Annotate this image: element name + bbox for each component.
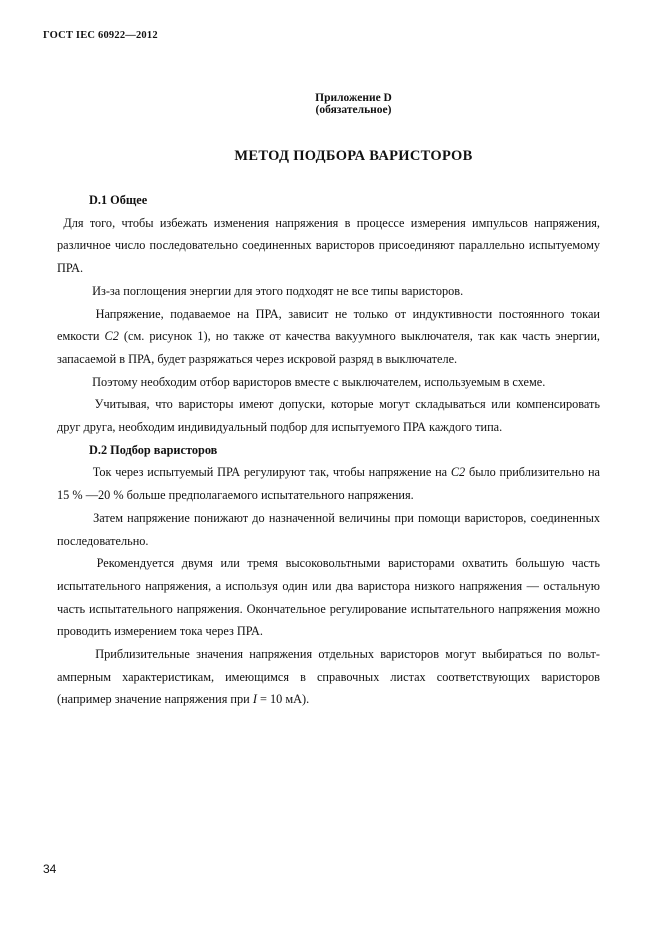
paragraph-text: Ток через испытуемый ПРА регулируют так, чтобы напряжение на: [92, 465, 451, 480]
paragraph: [57, 280, 600, 303]
document-body: [57, 189, 601, 711]
annex-label: Приложение D: [315, 92, 392, 104]
page-number: 34: [43, 862, 57, 876]
variable-c2: C2: [104, 329, 119, 344]
variable-c2: C2: [450, 465, 466, 480]
paragraph: [57, 393, 600, 438]
paragraph: [57, 303, 600, 371]
paragraph: [57, 461, 600, 506]
paragraph-text: = 10 мА).: [256, 692, 310, 707]
paragraph-text: Рекомендуется двумя или тремя высоковольтными варисторами охватить большую часть испытательного напряжения, а используя один или два варистора низкого напряжения — остальную часть испытательного напряжения. Окончательное регулирование испытательного напряжения можно проводить измерением тока через ПРА.: [57, 556, 600, 639]
paragraph-text: Из-за поглощения энергии для этого подходят не все типы варисторов.: [92, 283, 464, 298]
annex-label-block: [0, 92, 661, 116]
paragraph-text: Затем напряжение понижают до назначенной величины при помощи варисторов, соединенных последовательно.: [57, 510, 600, 548]
paragraph: [57, 643, 600, 711]
annex-status: (обязательное): [315, 104, 392, 116]
paragraph-text: было приблизительно на 15 % —20 % больше предполагаемого испытательного напряжения.: [57, 465, 600, 503]
standard-header: ГОСТ IEC 60922—2012: [43, 30, 158, 41]
paragraph-text: Приблизительные значения напряжения отдельных варисторов могут выбираться по вольт-амперным характеристикам, имеющимся в справочных листах соответствующих варисторов (например значение напряжения при: [57, 647, 600, 707]
paragraph-text: Учитывая, что варисторы имеют допуски, которые могут складываться или компенсировать друг друга, необходим индивидуальный подбор для испытуемого ПРА каждого типа.: [57, 397, 601, 435]
paragraph: [57, 507, 600, 552]
annex-title: МЕТОД ПОДБОРА ВАРИСТОРОВ: [234, 148, 473, 164]
section-heading-d2: D.2 Подбор варисторов: [89, 442, 218, 457]
paragraph: [57, 371, 600, 394]
paragraph-text: (см. рисунок 1), но также от качества вакуумного выключателя, так как часть энергии, запасаемой в ПРА, будет разряжаться через искровой разряд в выключателе.: [57, 329, 600, 366]
paragraph-text: Поэтому необходим отбор варисторов вместе с выключателем, используемым в схеме.: [92, 374, 546, 389]
paragraph: [57, 552, 600, 643]
paragraph-text: Напряжение, подаваемое на ПРА, зависит не только от индуктивности постоянного токаи емкости: [57, 306, 600, 344]
section-heading-d1: D.1 Общее: [89, 193, 148, 207]
variable-i: I: [252, 692, 257, 707]
paragraph-text: Для того, чтобы избежать изменения напряжения в процессе измерения импульсов напряжения, различное число последовательно соединенных варисторов присоединяют параллельно испытуемому ПРА.: [57, 215, 601, 276]
paragraph: [57, 212, 600, 280]
